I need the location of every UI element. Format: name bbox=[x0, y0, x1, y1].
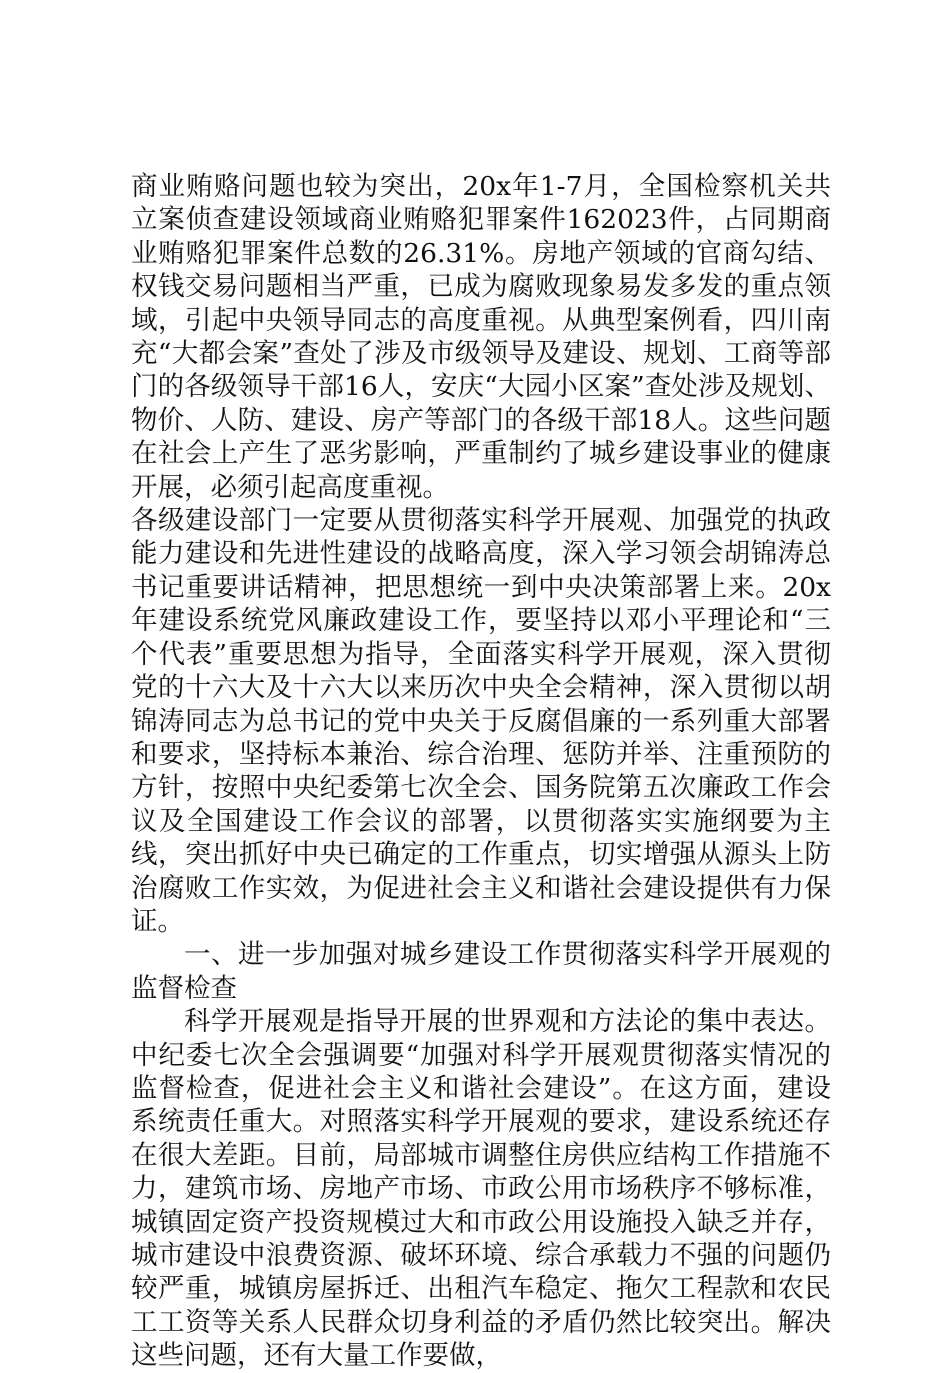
paragraph-guiding-principles: 各级建设部门一定要从贯彻落实科学开展观、加强党的执政能力建设和先进性建设的战略高度，深入学习领会胡锦涛总书记重要讲话精神，把思想统一到中央决策部署上来。20x年建设系统党风廉政建设工作，要坚持以邓小平理论和“三个代表”重要思想为指导，全面落实科学开展观，深入贯彻党的十六大及十六大以来历次中央全会精神，深入贯彻以胡锦涛同志为总书记的党中央关于反腐倡廉的一系列重大部署和要求，坚持标本兼治、综合治理、惩防并举、注重预防的方针，按照中央纪委第七次全会、国务院第五次廉政工作会议及全国建设工作会议的部署，以贯彻落实实施纲要为主线，突出抓好中央已确定的工作重点，切实增强从源头上防治腐败工作实效，为促进社会主义和谐社会建设提供有力保证。 bbox=[131, 505, 831, 937]
paragraph-corruption-cases: 商业贿赂问题也较为突出，20x年1-7月，全国检察机关共立案侦查建设领域商业贿赂犯罪案件162023件，占同期商业贿赂犯罪案件总数的26.31%。房地产领域的官商勾结、权钱交易问题相当严重，已成为腐败现象易发多发的重点领域，引起中央领导同志的高度重视。从典型案例看，四川南充“大都会案”查处了涉及市级领导及建设、规划、工商等部门的各级领导干部16人，安庆“大园小区案”查处涉及规划、物价、人防、建设、房产等部门的各级干部18人。这些问题在社会上产生了恶劣影响，严重制约了城乡建设事业的健康开展，必须引起高度重视。 bbox=[131, 171, 831, 503]
paragraph-scientific-development: 科学开展观是指导开展的世界观和方法论的集中表达。中纪委七次全会强调要“加强对科学开展观贯彻落实情况的监督检查，促进社会主义和谐社会建设”。在这方面，建设系统责任重大。对照落实科学开展观的要求，建设系统还存在很大差距。目前，局部城市调整住房供应结构工作措施不力，建筑市场、房地产市场、市政公用市场秩序不够标准，城镇固定资产投资规模过大和市政公用设施投入缺乏并存，城市建设中浪费资源、破坏环境、综合承载力不强的问题仍较严重，城镇房屋拆迁、出租汽车稳定、拖欠工程款和农民工工资等关系人民群众切身利益的矛盾仍然比较突出。解决这些问题，还有大量工作要做， bbox=[131, 1006, 831, 1372]
section-heading-1: 一、进一步加强对城乡建设工作贯彻落实科学开展观的监督检查 bbox=[131, 939, 831, 1004]
document-body bbox=[131, 170, 831, 1373]
